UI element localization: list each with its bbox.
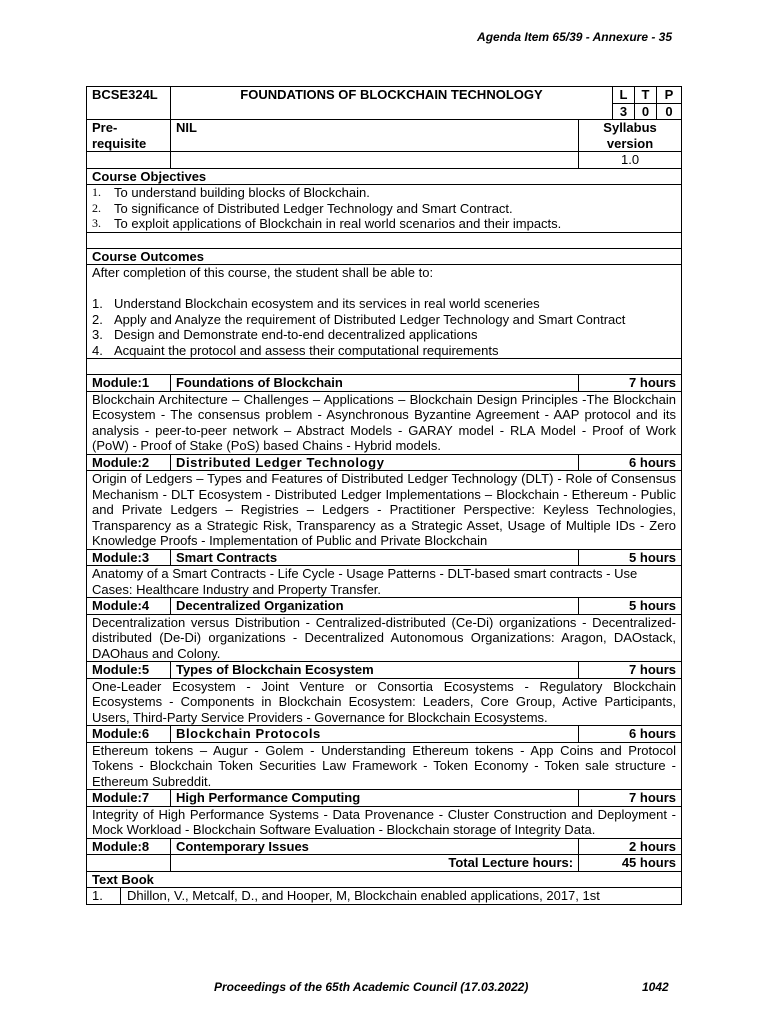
module-content-row [87,614,682,662]
module-content: One-Leader Ecosystem - Joint Venture or Consortia Ecosystems - Regulatory Blockchain Ecosystems - Components in Blockchain Ecosystem: Leaders, Core Group, Active Participants, Users, Third-Party Service Providers - Governance for Blockchain Ecosystems. [87,678,682,726]
module-content-row [87,566,682,598]
textbook-item-text: Dhillon, V., Metcalf, D., and Hooper, M, Blockchain enabled applications, 2017, 1st [127,888,600,903]
course-title: FOUNDATIONS OF BLOCKCHAIN TECHNOLOGY [170,87,612,120]
module-label: Module:6 [87,726,171,743]
module-title: Smart Contracts [170,549,578,566]
module-header-row [87,662,682,679]
objectives-row [87,185,682,233]
objective-item: 3. To exploit applications of Blockchain in real world scenarios and their impacts. [92,216,562,231]
course-title-row [87,87,682,104]
objective-item: 1. To understand building blocks of Blockchain. [92,185,370,200]
outcomes-heading: Course Outcomes [87,248,682,265]
module-content-row [87,391,682,454]
prerequisite-label: Pre-requisite [87,120,171,152]
module-title: Contemporary Issues [170,838,578,855]
ltpc-label-l: L [612,87,634,104]
module-title: Types of Blockchain Ecosystem [170,662,578,679]
module-header-row [87,790,682,807]
ltpc-value-l: 3 [612,103,634,120]
outcome-item: 3. Design and Demonstrate end-to-end decentralized applications [92,327,478,342]
module-title: Blockchain Protocols [170,726,578,743]
ltpc-value-t: 0 [634,103,656,120]
page-number: 1042 [642,980,669,994]
textbook-heading: Text Book [87,871,682,888]
module-content-row [87,742,682,790]
module-title: High Performance Computing [170,790,578,807]
textbook-heading-row [87,871,682,888]
module-label: Module:8 [87,838,171,855]
module-hours: 6 hours [579,726,682,743]
prerequisite-row [87,120,682,152]
module-content: Ethereum tokens – Augur - Golem - Understanding Ethereum tokens - App Coins and Protocol Tokens - Blockchain Token Securities Law Framework - Token Economy - Token sale structure - Ethereum Subreddit. [87,742,682,790]
module-hours: 5 hours [579,598,682,615]
outcomes-intro: After completion of this course, the student shall be able to: [92,265,434,280]
module-label: Module:4 [87,598,171,615]
module-content: Origin of Ledgers – Types and Features of Distributed Ledger Technology (DLT) - Role of Consensus Mechanism - DLT Ecosystem - Distributed Ledger Implementations – Blockchain - Ethereum - Public and Private Ledgers – Registries – Ledgers - Practitioner Perspective: Keyless Technologies, Transparency as a Strategic Risk, Transparency as a Strategic Asset, Usage of Multiple IDs - Zero Knowledge Proofs - Implementation of Public and Private Blockchain [87,471,682,550]
module-hours: 2 hours [579,838,682,855]
module-label: Module:2 [87,454,171,471]
outcomes-heading-row [87,248,682,265]
module-header-row [87,598,682,615]
module-title: Decentralized Organization [170,598,578,615]
page-header: Agenda Item 65/39 - Annexure - 35 [477,30,672,44]
objectives-list [92,185,676,232]
module-content-row [87,806,682,838]
objectives-heading: Course Objectives [87,168,682,185]
module-hours: 7 hours [579,375,682,392]
module-header-row [87,549,682,566]
objectives-heading-row [87,168,682,185]
outcome-item: 4. Acquaint the protocol and assess their computational requirements [92,342,499,358]
syllabus-version-value: 1.0 [579,152,682,169]
module-content: Blockchain Architecture – Challenges – Applications – Blockchain Design Principles -The Blockchain Ecosystem - The consensus problem - Asynchronous Byzantine Agreement - AAP protocol and its analysis - peer-to-peer network – Abstract Models - GARAY model - RLA Model - Proof of Work (PoW) - Proof of Stake (PoS) based Chains - Hybrid models. [87,391,682,454]
module-header-row [87,454,682,471]
module-hours: 7 hours [579,790,682,807]
outcomes-row [87,265,682,359]
total-hours-row [87,855,682,872]
syllabus-table [86,86,682,905]
textbook-row [87,888,682,905]
module-content: Integrity of High Performance Systems - Data Provenance - Cluster Construction and Deployment - Mock Workload - Blockchain Software Evaluation - Blockchain storage of Integrity Data. [87,806,682,838]
outcome-item: 1. Understand Blockchain ecosystem and its services in real world sceneries [92,296,540,311]
ltpc-label-t: T [634,87,656,104]
module-hours: 5 hours [579,549,682,566]
module-label: Module:7 [87,790,171,807]
module-title: Distributed Ledger Technology [170,454,578,471]
module-header-row [87,726,682,743]
module-header-row [87,838,682,855]
ltpc-label-p: P [656,87,681,104]
prerequisite-value: NIL [170,120,578,152]
module-content-row [87,471,682,550]
module-content-row [87,678,682,726]
module-hours: 6 hours [579,454,682,471]
module-content: Decentralization versus Distribution - Centralized-distributed (Ce-Di) organizations - Decentralized-distributed (De-Di) organizations - Decentralized Autonomous Organizations: Aragon, DAOstack, DAOhaus and Colony. [87,614,682,662]
module-label: Module:1 [87,375,171,392]
objective-item: 2. To significance of Distributed Ledger Technology and Smart Contract. [92,200,513,216]
textbook-item [87,888,681,904]
syllabus-version-row [87,152,682,169]
spacer-row [87,232,682,248]
module-content: Anatomy of a Smart Contracts - Life Cycle - Usage Patterns - DLT-based smart contracts - Use Cases: Healthcare Industry and Property Transfer. [87,566,682,598]
outcome-item: 2. Apply and Analyze the requirement of Distributed Ledger Technology and Smart Contract [92,311,626,327]
course-code: BCSE324L [87,87,171,120]
textbook-item-number: 1. [87,888,121,904]
outcomes-list [92,296,676,358]
module-label: Module:5 [87,662,171,679]
module-hours: 7 hours [579,662,682,679]
ltpc-value-p: 0 [656,103,681,120]
module-header-row [87,375,682,392]
syllabus-version-label: Syllabus version [579,120,682,152]
total-hours-label: Total Lecture hours: [170,855,578,872]
total-hours-value: 45 hours [579,855,682,872]
footer-text: Proceedings of the 65th Academic Council (17.03.2022) [214,980,529,994]
module-title: Foundations of Blockchain [170,375,578,392]
module-label: Module:3 [87,549,171,566]
spacer-row [87,359,682,375]
